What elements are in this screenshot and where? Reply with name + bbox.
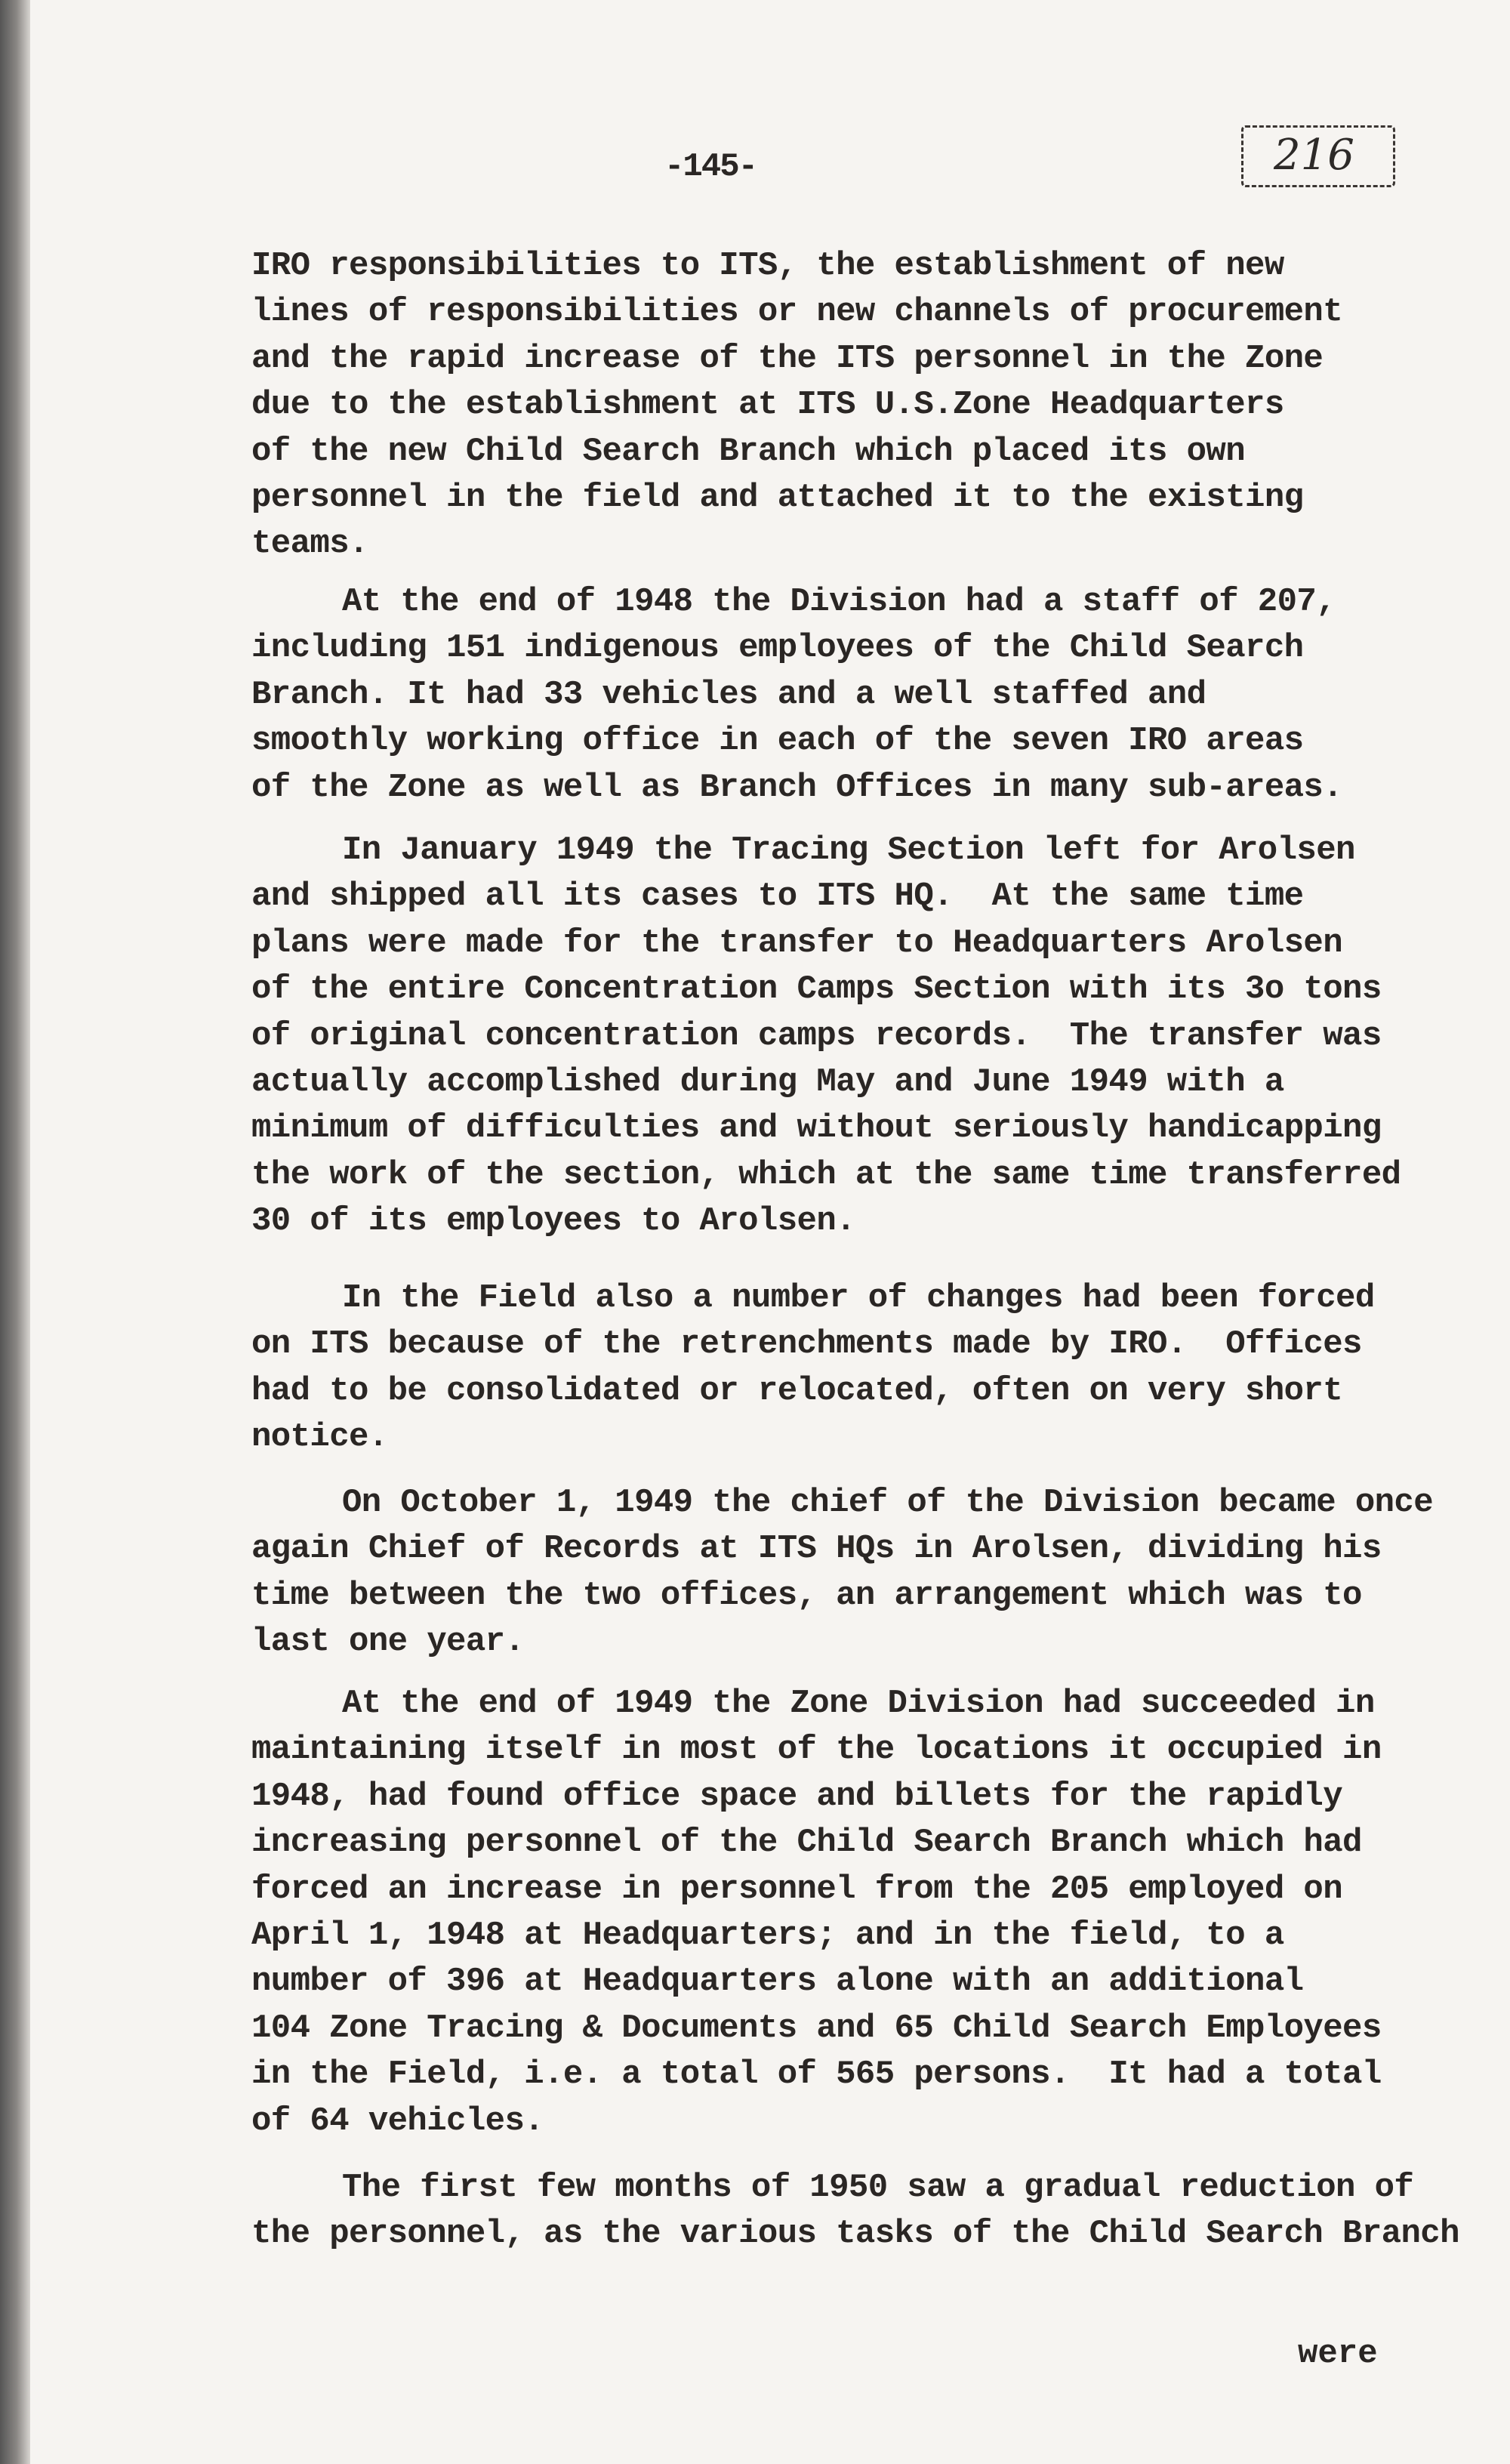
text-line: increasing personnel of the Child Search Branch which had	[251, 1824, 1362, 1862]
page-binding-edge	[0, 0, 30, 2464]
paragraph	[251, 1275, 1429, 1461]
paragraph	[251, 1681, 1429, 2145]
text-line: 104 Zone Tracing & Documents and 65 Child Search Employees	[251, 2009, 1382, 2047]
text-line: due to the establishment at ITS U.S.Zone Headquarters	[251, 386, 1284, 424]
text-line: actually accomplished during May and June 1949 with a	[251, 1062, 1284, 1101]
text-line: on ITS because of the retrenchments made by IRO. Offices	[251, 1325, 1362, 1364]
page-number: -145-	[664, 148, 757, 186]
catchword: were	[1298, 2335, 1378, 2373]
text-line: number of 396 at Headquarters alone with an additional	[251, 1963, 1304, 2001]
paragraph	[251, 2165, 1459, 2258]
text-line: and shipped all its cases to ITS HQ. At the same time	[251, 877, 1304, 916]
text-line: On October 1, 1949 the chief of the Division became once	[342, 1484, 1434, 1522]
text-line: plans were made for the transfer to Headquarters Arolsen	[251, 924, 1343, 962]
text-line: of the Zone as well as Branch Offices in many sub-areas.	[251, 768, 1343, 806]
text-line: the work of the section, which at the same time transferred	[251, 1155, 1401, 1194]
archive-stamp-number: 216	[1274, 131, 1354, 180]
text-line: Branch. It had 33 vehicles and a well staffed and	[251, 675, 1206, 714]
text-line: lines of responsibilities or new channels of procurement	[251, 293, 1343, 332]
text-line: 30 of its employees to Arolsen.	[251, 1202, 855, 1241]
paragraph	[251, 243, 1429, 568]
text-line: April 1, 1948 at Headquarters; and in the field, to a	[251, 1916, 1284, 1954]
text-line: of the entire Concentration Camps Section with its 3o tons	[251, 970, 1382, 1009]
text-line: 1948, had found office space and billets for the rapidly	[251, 1777, 1343, 1815]
text-line: personnel in the field and attached it to the existing	[251, 478, 1304, 517]
text-line: maintaining itself in most of the locations it occupied in	[251, 1731, 1382, 1769]
text-line: smoothly working office in each of the seven IRO areas	[251, 722, 1304, 760]
paragraph	[251, 828, 1429, 1245]
paragraph	[251, 1480, 1434, 1666]
text-line: the personnel, as the various tasks of the Child Search Branch	[251, 2215, 1459, 2253]
text-line: The first few months of 1950 saw a gradual reduction of	[342, 2169, 1414, 2206]
text-line: In January 1949 the Tracing Section left for Arolsen	[342, 831, 1355, 869]
paragraph	[251, 579, 1429, 811]
text-line: including 151 indigenous employees of the Child Search	[251, 629, 1304, 668]
text-line: notice.	[251, 1418, 388, 1457]
text-line: of original concentration camps records. The transfer was	[251, 1016, 1382, 1055]
archive-stamp	[1241, 125, 1395, 187]
text-line: of 64 vehicles.	[251, 2102, 544, 2140]
text-line: time between the two offices, an arrangement which was to	[251, 1576, 1362, 1614]
text-line: had to be consolidated or relocated, often on very short	[251, 1371, 1343, 1410]
text-line: of the new Child Search Branch which placed its own	[251, 432, 1246, 470]
text-line: minimum of difficulties and without seriously handicapping	[251, 1109, 1382, 1148]
text-line: IRO responsibilities to ITS, the establishment of new	[251, 247, 1284, 285]
text-line: again Chief of Records at ITS HQs in Arolsen, dividing his	[251, 1530, 1382, 1568]
text-line: At the end of 1948 the Division had a staff of 207,	[342, 583, 1336, 621]
text-line: forced an increase in personnel from the 205 employed on	[251, 1870, 1343, 1908]
text-line: in the Field, i.e. a total of 565 persons. It had a total	[251, 2055, 1382, 2094]
text-line: In the Field also a number of changes had been forced	[342, 1279, 1375, 1317]
text-line: teams.	[251, 525, 368, 563]
text-line: At the end of 1949 the Zone Division had succeeded in	[342, 1685, 1375, 1722]
text-line: last one year.	[251, 1623, 525, 1661]
text-line: and the rapid increase of the ITS personnel in the Zone	[251, 339, 1324, 378]
